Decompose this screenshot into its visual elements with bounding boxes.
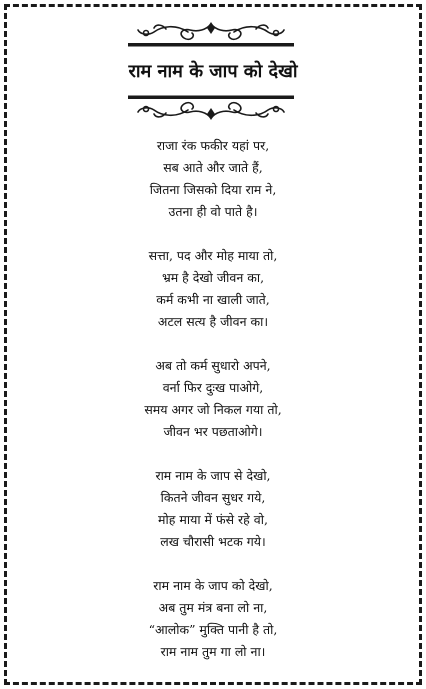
poem-line: उतना ही वो पाते है। — [168, 204, 258, 219]
stanza — [0, 355, 426, 443]
poem-line: “आलोक” मुक्ति पानी है तो, — [148, 622, 278, 637]
poem-line: समय अगर जो निकल गया तो, — [144, 402, 282, 417]
poem-line: मोह माया में फंसे रहे वो, — [158, 512, 268, 527]
poem-line: भ्रम है देखो जीवन का, — [161, 270, 265, 285]
poem-line: राम नाम के जाप से देखो, — [155, 468, 271, 483]
poem-line: राम नाम के जाप को देखो, — [153, 578, 273, 593]
poem-line: जीवन भर पछताओगे। — [163, 424, 263, 439]
poem-line: अब तो कर्म सुधारो अपने, — [155, 358, 271, 373]
stanza — [0, 465, 426, 553]
poem-line: वर्ना फिर दुःख पाओगे, — [162, 380, 264, 395]
poem-line: सब आते और जाते हैं, — [163, 160, 263, 175]
stanza — [0, 245, 426, 333]
stanza — [0, 575, 426, 663]
poem-line: लख चौरासी भटक गये। — [160, 534, 266, 549]
stanza — [0, 135, 426, 223]
poem-body — [0, 135, 426, 685]
poem-line: सत्ता, पद और मोह माया तो, — [148, 248, 278, 263]
poem-title: राम नाम के जाप को देखो — [128, 61, 298, 82]
poem-line: कितने जीवन सुधर गये, — [160, 490, 266, 505]
poem-line: राजा रंक फकीर यहां पर, — [156, 138, 270, 153]
poem-line: अब तुम मंत्र बना लो ना, — [158, 600, 268, 615]
poem-line: कर्म कभी ना खाली जाते, — [156, 292, 270, 307]
poem-line: जितना जिसको दिया राम ने, — [149, 182, 277, 197]
ornate-divider-icon — [126, 20, 296, 48]
poem-line: राम नाम तुम गा लो ना। — [160, 644, 266, 659]
poem-line: अटल सत्य है जीवन का। — [157, 314, 269, 329]
ornate-divider-icon — [126, 94, 296, 122]
